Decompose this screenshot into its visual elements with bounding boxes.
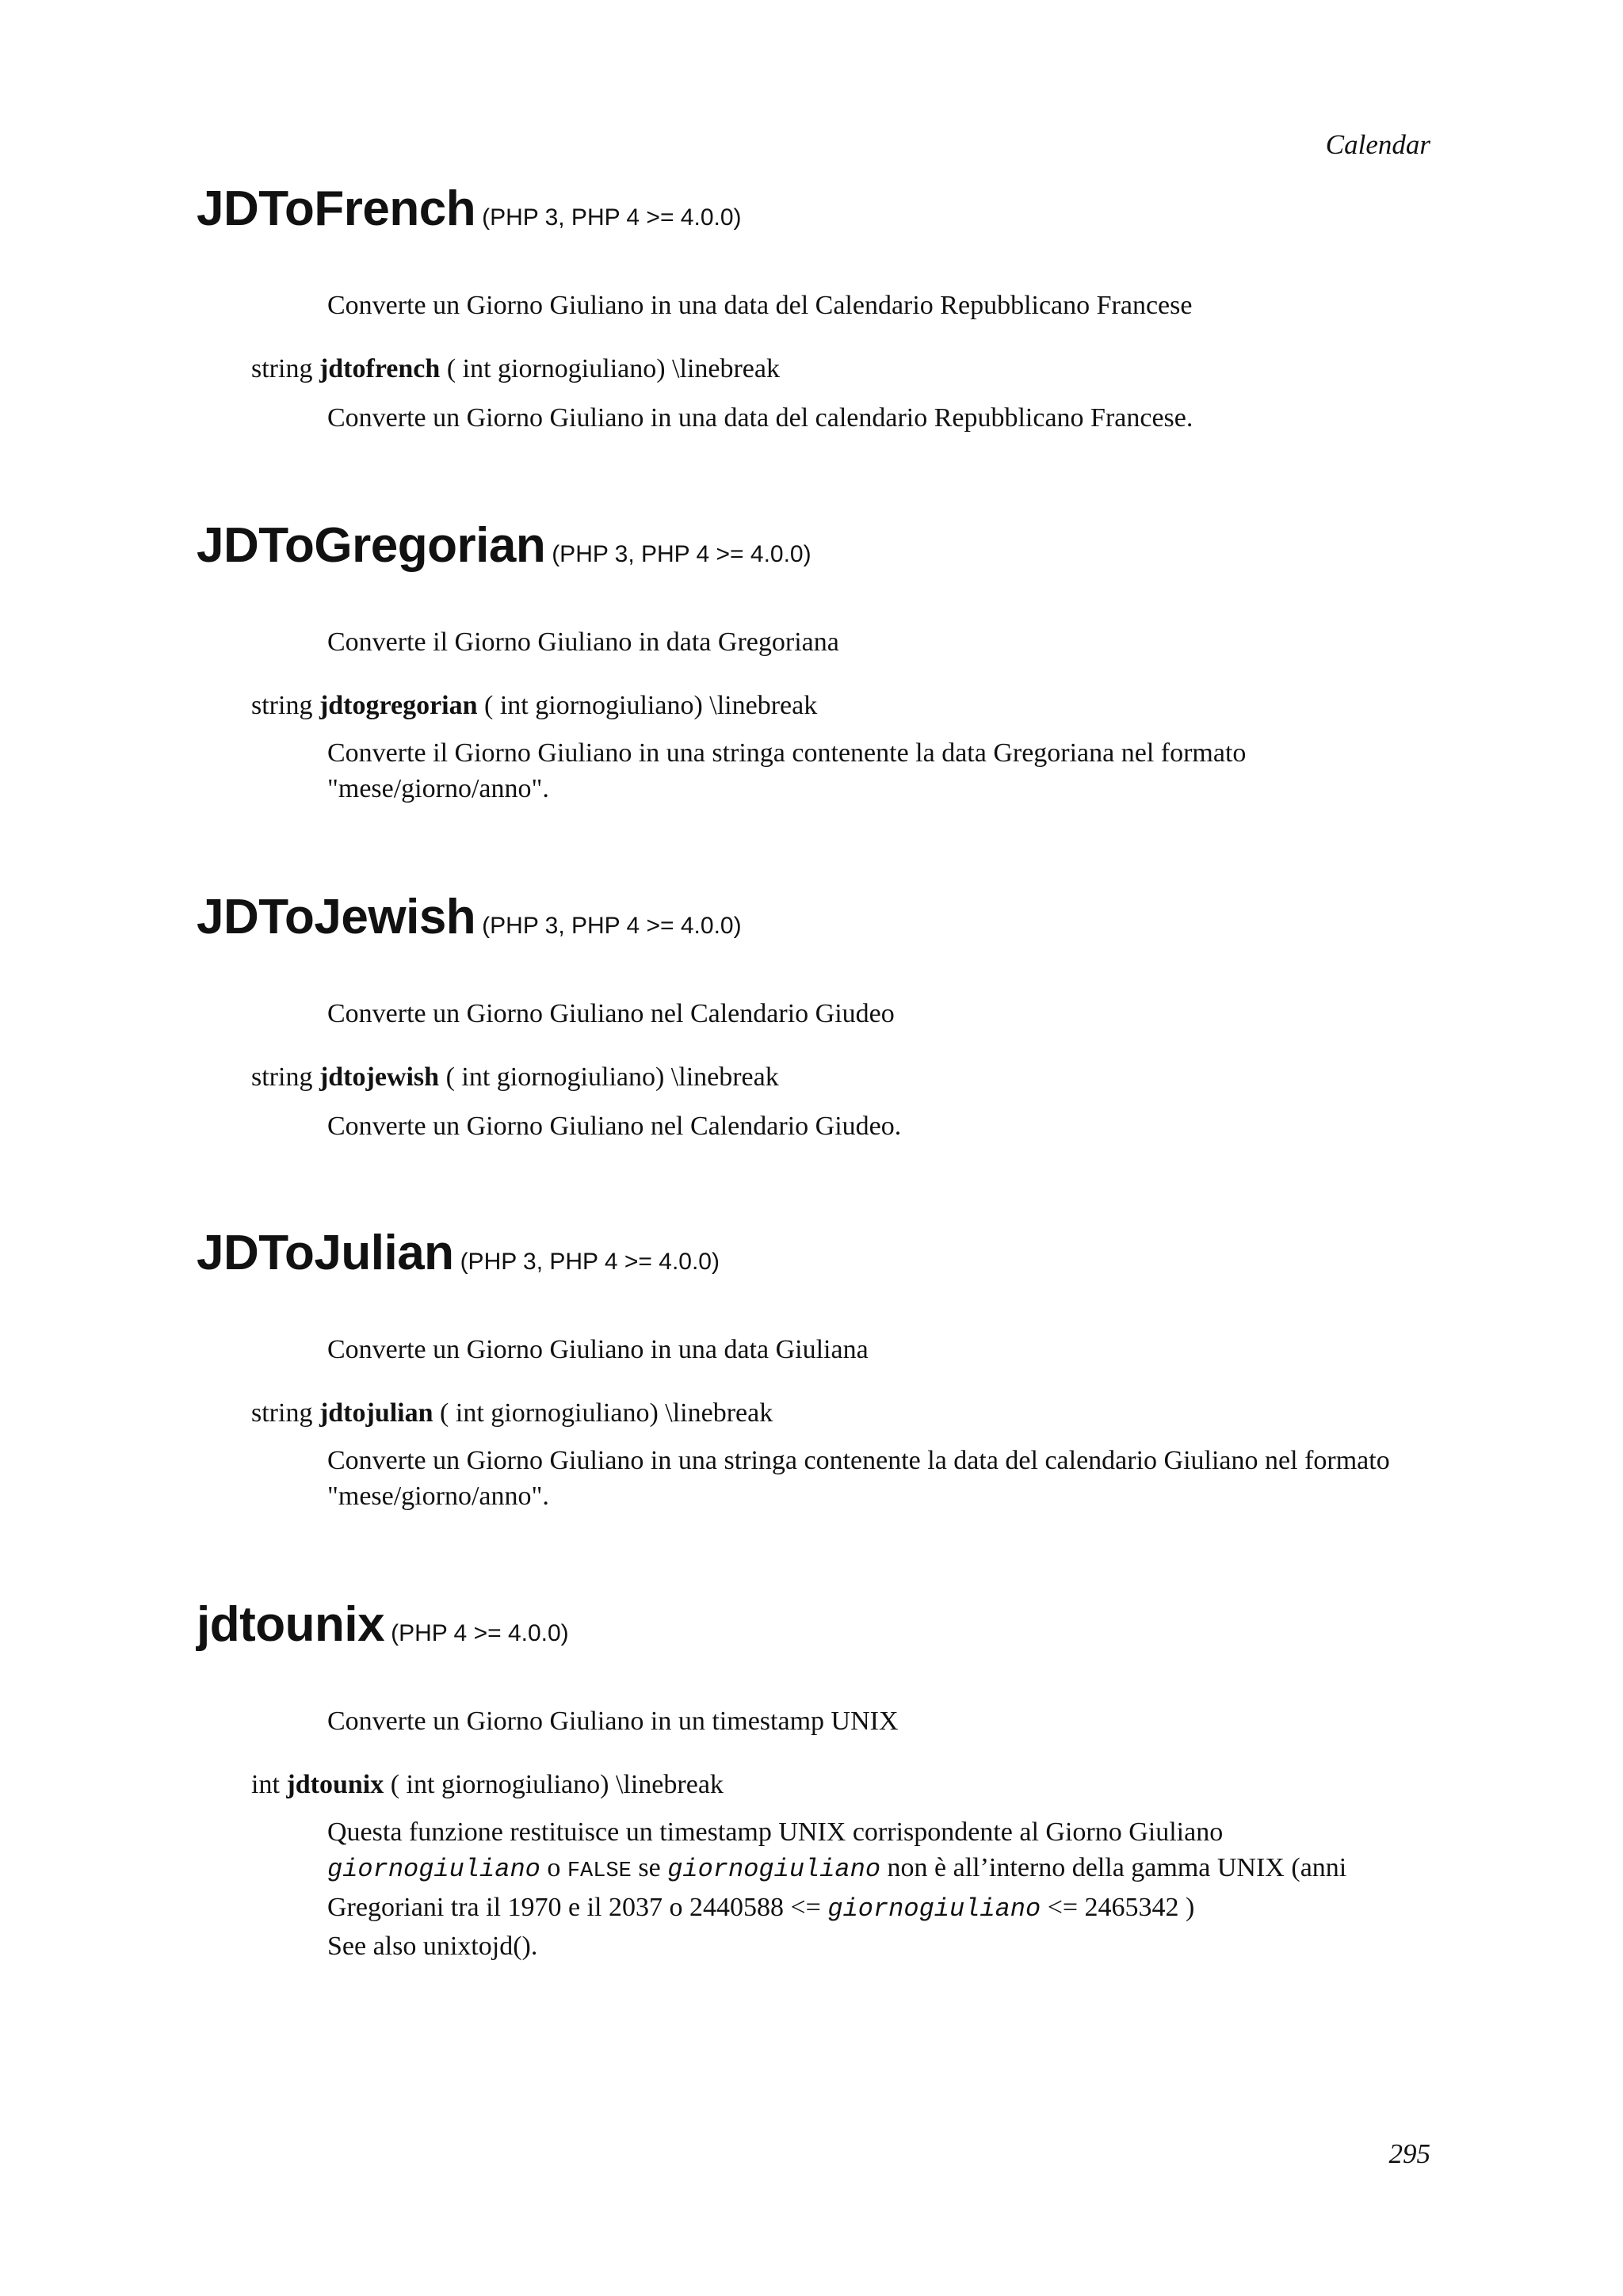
return-type: string — [251, 1398, 313, 1428]
description-text: Questa funzione restituisce un timestamp UNIX corrispondente al Giorno Giuliano — [327, 1817, 1224, 1847]
parameter-name: giornogiuliano — [827, 1894, 1041, 1924]
synopsis-params: ( int giornogiuliano) \linebreak — [446, 354, 780, 383]
synopsis — [251, 688, 817, 723]
return-type: string — [251, 691, 313, 720]
version-info: (PHP 3, PHP 4 >= 4.0.0) — [482, 913, 742, 939]
entry-title — [197, 518, 812, 573]
synopsis-function: jdtojulian — [319, 1398, 433, 1428]
synopsis-function: jdtofrench — [319, 354, 441, 383]
see-also: See also unixtojd(). — [327, 1932, 538, 1961]
description: Converte un Giorno Giuliano nel Calendario Giudeo. — [327, 1112, 902, 1141]
return-type: string — [251, 354, 313, 383]
purpose: Converte un Giorno Giuliano nel Calendario Giudeo — [327, 999, 895, 1028]
synopsis — [251, 1767, 724, 1802]
synopsis-function: jdtogregorian — [319, 691, 478, 720]
purpose: Converte un Giorno Giuliano in una data del Calendario Repubblicano Francese — [327, 291, 1193, 320]
description: Converte un Giorno Giuliano in una stringa contenente la data del calendario Giuliano nel formato "mese/giorno/anno". — [327, 1446, 1390, 1511]
description: Converte il Giorno Giuliano in una stringa contenente la data Gregoriana nel formato "mese/giorno/anno". — [327, 738, 1247, 803]
version-info: (PHP 3, PHP 4 >= 4.0.0) — [460, 1249, 720, 1275]
version-info: (PHP 3, PHP 4 >= 4.0.0) — [482, 204, 742, 231]
synopsis — [251, 1059, 779, 1095]
entry-title — [197, 1226, 720, 1280]
synopsis — [251, 1395, 773, 1431]
running-head: Calendar — [1325, 129, 1430, 160]
description-text: o — [540, 1853, 567, 1882]
synopsis-function: jdtounix — [286, 1770, 384, 1799]
return-type: string — [251, 1062, 313, 1092]
entry-title — [197, 181, 742, 236]
synopsis — [251, 351, 780, 387]
description-text: <= 2465342 ) — [1041, 1893, 1195, 1922]
function-name: jdtounix — [197, 1597, 385, 1652]
synopsis-params: ( int giornogiuliano) \linebreak — [484, 691, 818, 720]
synopsis-params: ( int giornogiuliano) \linebreak — [390, 1770, 724, 1799]
parameter-name: giornogiuliano — [667, 1855, 881, 1884]
function-name: JDToJewish — [197, 890, 476, 944]
description-text: se — [631, 1853, 668, 1882]
function-name: JDToGregorian — [197, 518, 546, 573]
parameter-name: giornogiuliano — [327, 1855, 540, 1884]
synopsis-params: ( int giornogiuliano) \linebreak — [440, 1398, 773, 1428]
version-info: (PHP 4 >= 4.0.0) — [391, 1620, 569, 1646]
constant-false: FALSE — [567, 1859, 632, 1883]
synopsis-params: ( int giornogiuliano) \linebreak — [445, 1062, 779, 1092]
description: Converte un Giorno Giuliano in una data del calendario Repubblicano Francese. — [327, 403, 1193, 433]
function-name: JDToFrench — [197, 181, 476, 236]
entry-title — [197, 1597, 569, 1652]
page-number: 295 — [1388, 2138, 1430, 2169]
return-type: int — [251, 1770, 280, 1799]
purpose: Converte un Giorno Giuliano in un timestamp UNIX — [327, 1707, 899, 1736]
function-name: JDToJulian — [197, 1226, 454, 1280]
purpose: Converte un Giorno Giuliano in una data Giuliana — [327, 1335, 869, 1364]
synopsis-function: jdtojewish — [319, 1062, 440, 1092]
purpose: Converte il Giorno Giuliano in data Gregoriana — [327, 627, 839, 657]
description-text: non è all’interno della gamma UNIX (anni Gregoriani tra il 1970 e il 2037 o 2440588 <= — [327, 1853, 1347, 1922]
description — [327, 1814, 1437, 1927]
entry-title — [197, 890, 742, 944]
version-info: (PHP 3, PHP 4 >= 4.0.0) — [552, 541, 812, 567]
